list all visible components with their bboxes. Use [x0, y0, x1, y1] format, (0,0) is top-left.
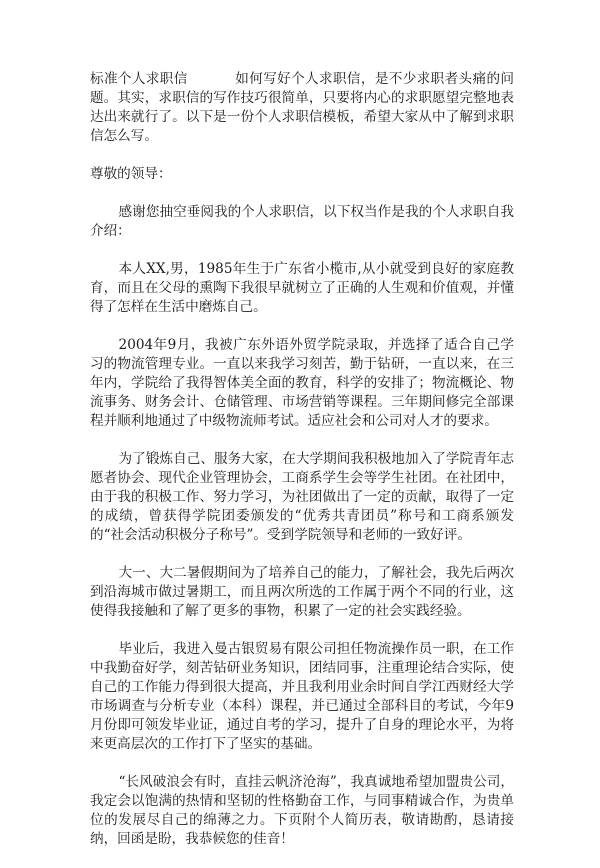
paragraph-opening: 感谢您抽空垂阅我的个人求职信，以下权当作是我的个人求职自我介绍：	[90, 204, 514, 239]
salutation: 尊敬的领导：	[90, 166, 172, 182]
letter-body	[90, 70, 514, 868]
intro-text: 如何写好个人求职信，是不少求职者头痛的问题。其实，求职信的写作技巧很简单，只要将内心的求职愿望完整地表达出来就行了。以下是一份个人求职信模板，希望大家从中了解到求职信怎么写。	[90, 71, 515, 144]
intro-paragraph	[90, 70, 514, 146]
paragraph-education: 2004年9月，我被广东外语外贸学院录取，并选择了适合自己学习的物流管理专业。一直以来我学习刻苦，勤于钻研，一直以来，在三年内，学院给了我得智体美全面的教育，科学的安排了；物流概论、物流事务、财务会计、仓储管理、市场营销等课程。三年期间修完全部课程并顺利地通过了中级物流师考试。适应社会和公司对人才的要求。	[90, 337, 514, 429]
paragraph-employment: 毕业后，我进入曼古银贸易有限公司担任物流操作员一职，在工作中我勤奋好学，刻苦钻研业务知识，团结同事，注重理论结合实际，使自己的工作能力得到很大提高，并且我利用业余时间自学江西财经大学市场调查与分析专业（本科）课程，并已通过全部科目的考试，今年9月份即可领发毕业证，通过自考的学习，提升了自身的理论水平，为将来更高层次的工作打下了坚实的基础。	[90, 641, 514, 752]
paragraph-activities: 为了锻炼自己、服务大家，在大学期间我积极地加入了学院青年志愿者协会、现代企业管理协会，工商系学生会等学生社团。在社团中，由于我的积极工作、努力学习，为社团做出了一定的贡献，取得了一定的成绩，曾获得学院团委颁发的“优秀共青团员”称号和工商系颁发的“社会活动积极分子称号”。受到学院领导和老师的一致好评。	[90, 451, 514, 543]
paragraph-closing: “长风破浪会有时，直挂云帆济沧海”，我真诚地希望加盟贵公司，我定会以饱满的热情和坚韧的性格勤奋工作，与同事精诚合作，为贵单位的发展尽自己的绵薄之力。下页附个人简历表，敬请勘酌，恳请接纳，回函是盼，我恭候您的佳音！	[90, 774, 514, 847]
paragraph-summer-work: 大一、大二暑假期间为了培养自己的能力，了解社会，我先后两次到沿海城市做过暑期工，而且两次所选的工作属于两个不同的行业，这使得我接触和了解了更多的事物，积累了一定的社会实践经验。	[90, 565, 514, 619]
paragraph-background: 本人XX,男，1985年生于广东省小榄市,从小就受到良好的家庭教育，而且在父母的熏陶下我很早就树立了正确的人生观和价值观，并懂得了怎样在生活中磨炼自己。	[90, 261, 514, 315]
letter-title: 标准个人求职信	[90, 71, 188, 87]
